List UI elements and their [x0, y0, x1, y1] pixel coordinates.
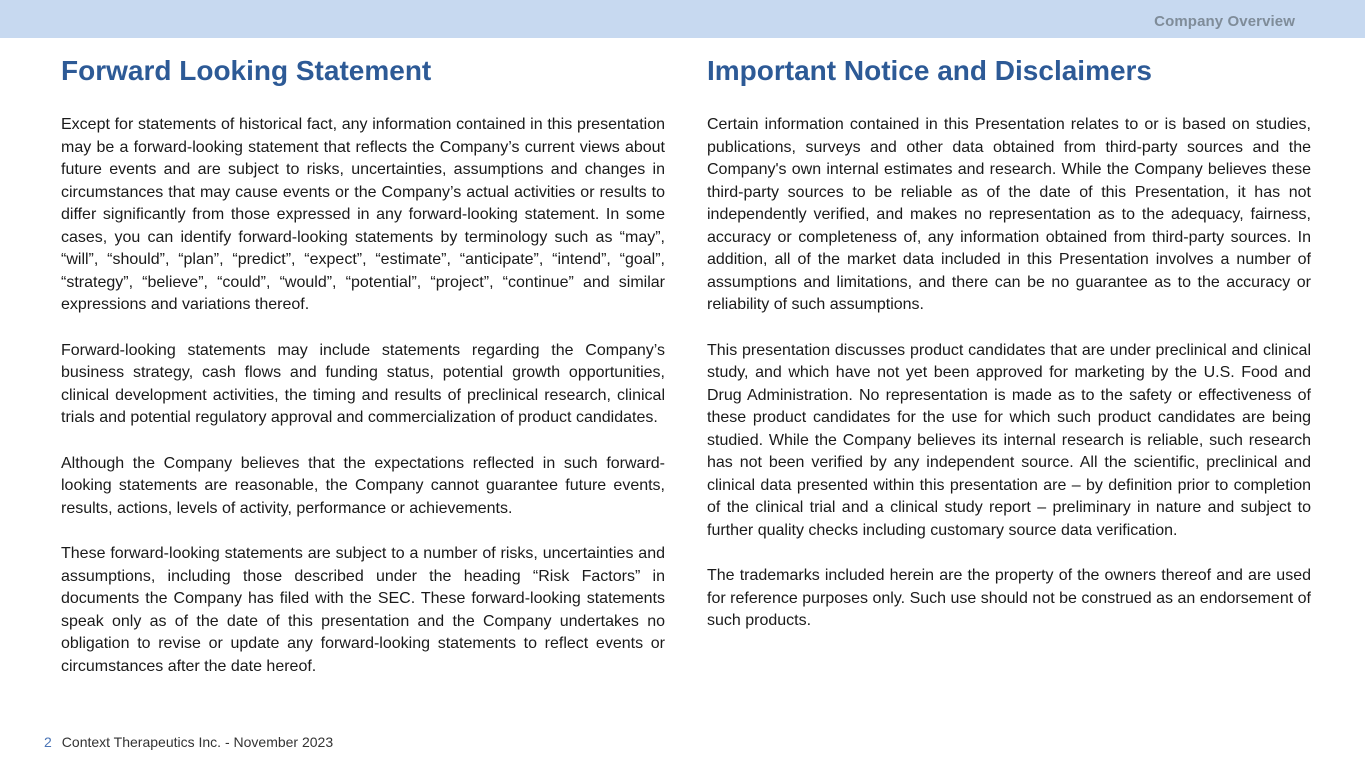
- forward-looking-column: [61, 54, 665, 701]
- disclaimers-column: [707, 54, 1311, 656]
- footer: [44, 734, 333, 750]
- forward-looking-paragraph-2: Forward-looking statements may include statements regarding the Company’s business strategy, cash flows and funding status, potential growth opportunities, clinical development activities, the timing and results of preclinical research, clinical trials and potential regulatory approval and commercialization of product candidates.: [61, 341, 665, 426]
- forward-looking-paragraph-1: Except for statements of historical fact, any information contained in this presentation may be a forward-looking statement that reflects the Company’s current views about future events and are subject to risks, uncertainties, assumptions and changes in circumstances that may cause events or the Company’s actual activities or results to differ significantly from those expressed in any forward-looking statement. In some cases, you can identify forward-looking statements by terminology such as “may”, “will”, “should”, “plan”, “predict”, “expect”, “estimate”, “anticipate”, “intend”, “goal”, “strategy”, “believe”, “could”, “would”, “potential”, “project”, “continue” and similar expressions and variations thereof.: [61, 116, 665, 313]
- footer-text: Context Therapeutics Inc. - November 2023: [61, 734, 334, 750]
- forward-looking-paragraph-3: Although the Company believes that the expectations reflected in such forward-looking statements are reasonable, the Company cannot guarantee future events, results, actions, levels of activity, performance or achievements.: [61, 454, 665, 517]
- disclaimers-paragraph-2: This presentation discusses product candidates that are under preclinical and clinical study, and which have not yet been approved for marketing by the U.S. Food and Drug Administration. No representation is made as to the safety or effectiveness of these product candidates for the use for which such product candidates are being studied. While the Company believes its internal research is reliable, such research has not been verified by any independent source. All the scientific, preclinical and clinical data presented within this presentation are – by definition prior to completion of the clinical trial and a clinical study report – preliminary in nature and subject to further quality checks including customary source data verification.: [707, 341, 1311, 539]
- disclaimers-paragraph-1: Certain information contained in this Presentation relates to or is based on studies, publications, surveys and other data obtained from third-party sources and the Company's own internal estimates and research. While the Company believes these third-party sources to be reliable as of the date of this Presentation, it has not independently verified, and makes no representation as to the adequacy, fairness, accuracy or completeness of, any information obtained from third-party sources. In addition, all of the market data included in this Presentation involves a number of assumptions and limitations, and there can be no guarantee as to the accuracy or reliability of such assumptions.: [707, 116, 1311, 313]
- page-number: 2: [44, 734, 52, 750]
- forward-looking-paragraph-4: These forward-looking statements are subject to a number of risks, uncertainties and assumptions, including those described under the heading “Risk Factors” in documents the Company has filed with the SEC. These forward-looking statements speak only as of the date of this presentation and the Company undertakes no obligation to revise or update any forward-looking statements to reflect events or circumstances after the date hereof.: [61, 545, 665, 675]
- disclaimers-paragraph-3: The trademarks included herein are the property of the owners thereof and are used for reference purposes only. Such use should not be construed as an endorsement of such products.: [707, 567, 1311, 629]
- forward-looking-title: Forward Looking Statement: [61, 55, 432, 86]
- header-bar: [0, 0, 1365, 38]
- disclaimers-title: Important Notice and Disclaimers: [707, 55, 1153, 86]
- disclaimers-body: [707, 114, 1311, 633]
- forward-looking-body: [61, 114, 665, 678]
- section-label: Company Overview: [1154, 13, 1295, 30]
